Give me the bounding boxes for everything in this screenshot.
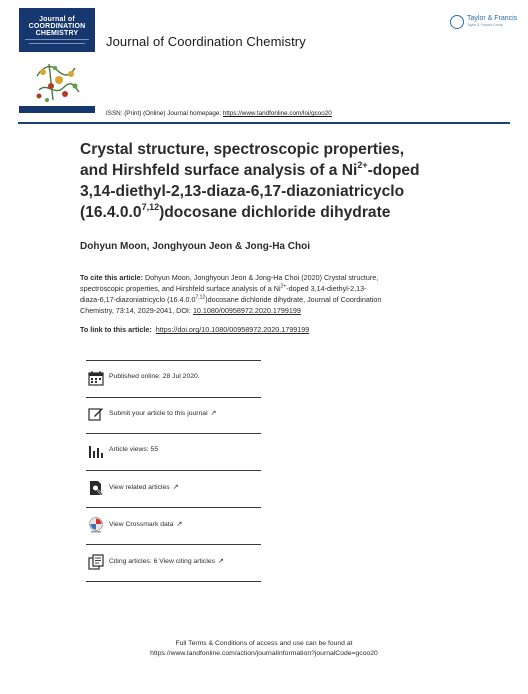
bar-chart-icon: [88, 443, 104, 459]
article-views-text: Article views: 55: [109, 446, 159, 453]
header-divider: [18, 122, 510, 124]
published-online-text: Published online: 28 Jul 2020.: [109, 373, 200, 380]
citing-articles-row[interactable]: [86, 545, 261, 582]
title-line-2-text: and Hirshfeld surface analysis of a Ni: [80, 162, 358, 179]
external-link-icon: ↗: [172, 484, 179, 491]
citation-line-2: [80, 283, 460, 294]
citation-text-4: Chemistry, 73:14, 2029-2041, DOI:: [80, 306, 191, 315]
publisher-logo[interactable]: [450, 14, 518, 34]
search-doc-icon: [88, 480, 104, 496]
submit-article-link[interactable]: [109, 409, 216, 417]
related-articles-row[interactable]: [86, 471, 261, 508]
title-line-3: 3,14-diethyl-2,13-diaza-6,17-diazoniatricyclo: [80, 183, 405, 200]
citation-line-3: [80, 294, 460, 305]
cover-header: [19, 8, 95, 52]
related-articles-link[interactable]: [109, 483, 179, 491]
crossmark-row[interactable]: [86, 508, 261, 545]
title-line-4: [80, 202, 460, 223]
title-sup-ni: 2+: [357, 159, 368, 170]
title-line-4-text: (16.4.0.0: [80, 204, 142, 221]
publisher-subtitle: Taylor & Francis Group: [467, 23, 503, 27]
link-label: To link to this article:: [80, 325, 152, 334]
publisher-name: Taylor & Francis: [467, 15, 518, 22]
edit-icon: [88, 406, 104, 422]
citation-text-3b: )docosane dichloride dihydrate, Journal of Coordination: [205, 295, 382, 304]
cover-rule-2: [29, 43, 85, 44]
citation-sup-ring: 7,12: [195, 294, 206, 301]
citation-sup-ni: 2+: [280, 283, 287, 290]
cover-rule: [25, 39, 89, 40]
footer-terms-link[interactable]: https://www.tandfonline.com/action/journalInformation?journalCode=gcoo20: [150, 650, 378, 657]
footer-terms: Full Terms & Conditions of access and use can be found at: [175, 640, 353, 647]
cover-footer-band: [19, 106, 95, 113]
crossmark-link[interactable]: [109, 520, 182, 528]
citation-text-3a: diaza-6,17-diazoniatricyclo (16.4.0.0: [80, 295, 196, 304]
journal-cover-image: [19, 8, 95, 113]
external-link-icon: ↗: [218, 558, 224, 565]
submit-article-row[interactable]: [86, 397, 261, 434]
submit-article-text: Submit your article to this journal: [109, 410, 208, 417]
citing-articles-link[interactable]: [109, 557, 224, 565]
cover-title: Journal of COORDINATION CHEMISTRY: [28, 16, 86, 37]
authors: Dohyun Moon, Jonghyoun Jeon & Jong-Ha Choi: [80, 241, 310, 252]
journal-homepage-link[interactable]: https://www.tandfonline.com/loi/gcoo20: [222, 110, 332, 117]
issn-line: [106, 110, 332, 117]
title-line-2: [80, 160, 460, 181]
citation-text-2a: spectroscopic properties, and Hirshfeld surface analysis of a Ni: [80, 284, 281, 293]
article-link-line: [80, 325, 309, 334]
external-link-icon: ↗: [210, 410, 217, 417]
crossmark-icon: [88, 517, 104, 533]
external-link-icon: ↗: [176, 521, 183, 528]
citation-text-2b: -doped 3,14-diethyl-2,13-: [286, 284, 367, 293]
article-views-row: [86, 434, 261, 471]
citing-articles-text: Citing articles: 6 View citing articles: [109, 558, 216, 565]
citing-icon: [88, 554, 104, 570]
title-line-2-tail: -doped: [367, 162, 420, 179]
issn-label: ISSN: (Print) (Online) Journal homepage:: [106, 110, 222, 117]
doi-link[interactable]: 10.1080/00958972.2020.1799199: [192, 306, 301, 315]
article-permalink[interactable]: https://doi.org/10.1080/00958972.2020.1799199: [155, 325, 310, 334]
published-online-row: [86, 360, 261, 398]
article-title: [80, 139, 460, 223]
citation-label: To cite this article:: [80, 273, 143, 282]
title-line-4-tail: )docosane dichloride dihydrate: [159, 204, 391, 221]
calendar-icon: [88, 370, 104, 386]
related-articles-text: View related articles: [109, 484, 170, 491]
citation-line-4: [80, 305, 460, 316]
publisher-logo-icon: [450, 15, 464, 29]
citation-line-1: [80, 272, 460, 283]
molecule-illustration: [29, 56, 85, 106]
citation-block: [80, 272, 460, 316]
title-sup-ring: 7,12: [141, 201, 160, 212]
citation-text-1: Dohyun Moon, Jonghyoun Jeon & Jong-Ha Choi (2020) Crystal structure,: [144, 273, 379, 282]
title-line-1: Crystal structure, spectroscopic properties,: [80, 141, 405, 158]
journal-title[interactable]: Journal of Coordination Chemistry: [106, 34, 306, 49]
crossmark-text: View Crossmark data: [109, 521, 174, 528]
